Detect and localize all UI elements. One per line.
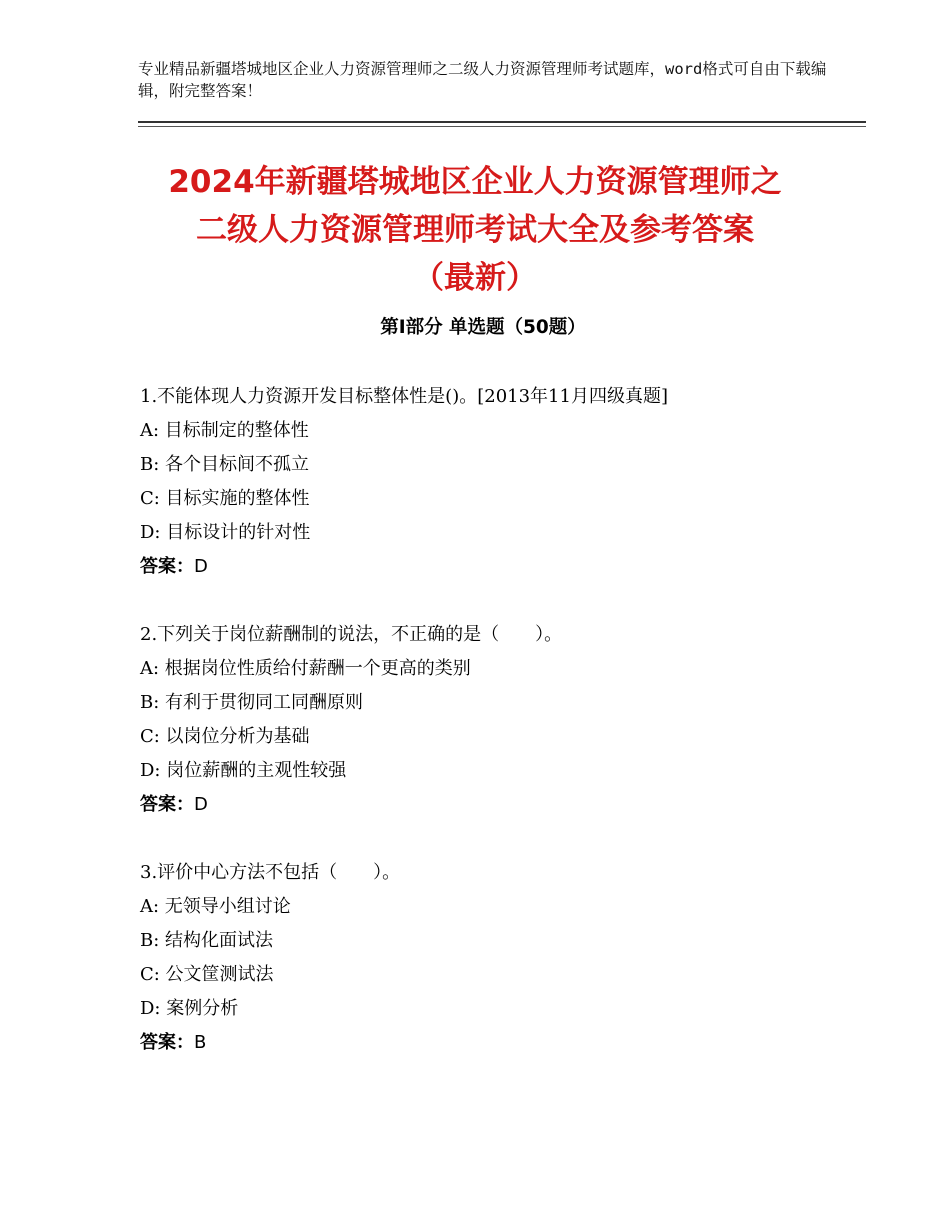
question-stem: 1.不能体现人力资源开发目标整体性是()。[2013年11月四级真题] [140, 386, 668, 407]
question-stem: 3.评价中心方法不包括（ ）。 [140, 862, 401, 883]
option-d: D: 案例分析 [140, 998, 239, 1019]
option-d: D: 岗位薪酬的主观性较强 [140, 760, 347, 781]
header-note: 专业精品新疆塔城地区企业人力资源管理师之二级人力资源管理师考试题库，word格式可自由下载编辑，附完整答案！ [138, 60, 827, 100]
title-line-2: 二级人力资源管理师考试大全及参考答案 [196, 212, 754, 248]
question-3 [140, 856, 840, 1060]
option-c: C: 目标实施的整体性 [140, 488, 310, 509]
option-c: C: 公文筐测试法 [140, 964, 274, 985]
option-b: B: 结构化面试法 [140, 930, 274, 951]
header-divider-thin [138, 126, 866, 127]
answer-label: 答案： [140, 556, 194, 577]
title-line-3: （最新） [413, 260, 537, 296]
option-b: B: 各个目标间不孤立 [140, 454, 310, 475]
option-a: A: 根据岗位性质给付薪酬一个更高的类别 [140, 658, 471, 679]
document-title [90, 158, 860, 302]
answer-line [140, 788, 840, 822]
option-d: D: 目标设计的针对性 [140, 522, 311, 543]
option-a: A: 目标制定的整体性 [140, 420, 309, 441]
title-line-1: 2024年新疆塔城地区企业人力资源管理师之 [168, 164, 782, 200]
answer-label: 答案： [140, 1032, 194, 1053]
option-b: B: 有利于贯彻同工同酬原则 [140, 692, 364, 713]
answer-line [140, 550, 840, 584]
answer-value: D [194, 556, 208, 577]
option-c: C: 以岗位分析为基础 [140, 726, 310, 747]
option-a: A: 无领导小组讨论 [140, 896, 291, 917]
answer-value: B [194, 1032, 207, 1053]
header-divider-thick [138, 121, 866, 123]
answer-line [140, 1026, 840, 1060]
section-title: 第Ⅰ部分 单选题（50题） [380, 317, 586, 338]
question-stem: 2.下列关于岗位薪酬制的说法，不正确的是（ ）。 [140, 624, 563, 645]
answer-value: D [194, 794, 208, 815]
answer-label: 答案： [140, 794, 194, 815]
question-list [140, 380, 840, 1094]
question-1 [140, 380, 840, 584]
question-2 [140, 618, 840, 822]
